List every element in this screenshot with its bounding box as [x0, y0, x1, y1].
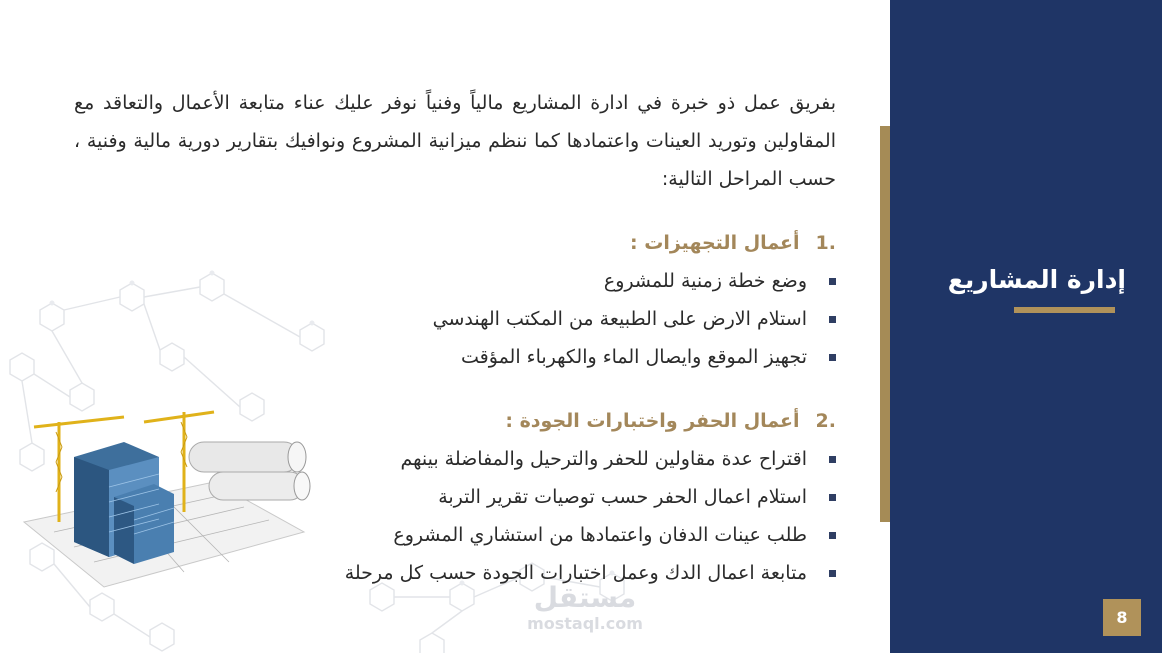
intro-paragraph: بفريق عمل ذو خبرة في ادارة المشاريع مالياً وفنياً نوفر عليك عناء متابعة الأعمال والتعاقد مع المقاولين وتوريد العينات واعتمادها كما ننظم ميزانية المشروع ونوافيك بتقارير دورية مالية وفنية ، حسب المراحل التالية: [74, 92, 836, 190]
list-item [74, 516, 836, 554]
page-number-badge: 8 [1103, 599, 1141, 636]
slide-title: إدارة المشاريع [947, 265, 1126, 294]
section-preparation [74, 224, 836, 376]
side-panel [890, 0, 1162, 653]
section-excavation-quality [74, 402, 836, 592]
list-item-text: استلام اعمال الحفر حسب توصيات تقرير التربة [438, 486, 807, 508]
list-item [74, 440, 836, 478]
section-number: 1. [815, 232, 836, 254]
list-item [74, 554, 836, 592]
section-title: أعمال الحفر واختبارات الجودة : [505, 410, 800, 432]
section-heading [74, 402, 836, 440]
bullet-list [74, 440, 836, 592]
square-bullet-icon [829, 278, 836, 285]
square-bullet-icon [829, 354, 836, 361]
square-bullet-icon [829, 532, 836, 539]
list-item [74, 478, 836, 516]
list-item [74, 300, 836, 338]
square-bullet-icon [829, 456, 836, 463]
list-item [74, 338, 836, 376]
square-bullet-icon [829, 494, 836, 501]
watermark-latin: mostaql.com [527, 614, 643, 633]
square-bullet-icon [829, 570, 836, 577]
list-item-text: متابعة اعمال الدك وعمل اختبارات الجودة حسب كل مرحلة [344, 562, 807, 584]
section-heading [74, 224, 836, 262]
list-item-text: وضع خطة زمنية للمشروع [603, 270, 807, 292]
list-item-text: اقتراح عدة مقاولين للحفر والترحيل والمفاضلة بينهم [400, 448, 807, 470]
list-item-text: طلب عينات الدفان واعتمادها من استشاري المشروع [393, 524, 807, 546]
title-underline [1014, 307, 1115, 313]
main-content [74, 84, 836, 592]
gold-divider [880, 126, 890, 522]
section-number: 2. [815, 410, 836, 432]
square-bullet-icon [829, 316, 836, 323]
section-title: أعمال التجهيزات : [630, 232, 800, 254]
watermark-arabic: مستقل [533, 581, 637, 614]
list-item-text: تجهيز الموقع وايصال الماء والكهرباء المؤقت [461, 346, 807, 368]
list-item [74, 262, 836, 300]
list-item-text: استلام الارض على الطبيعة من المكتب الهندسي [432, 308, 807, 330]
bullet-list [74, 262, 836, 376]
